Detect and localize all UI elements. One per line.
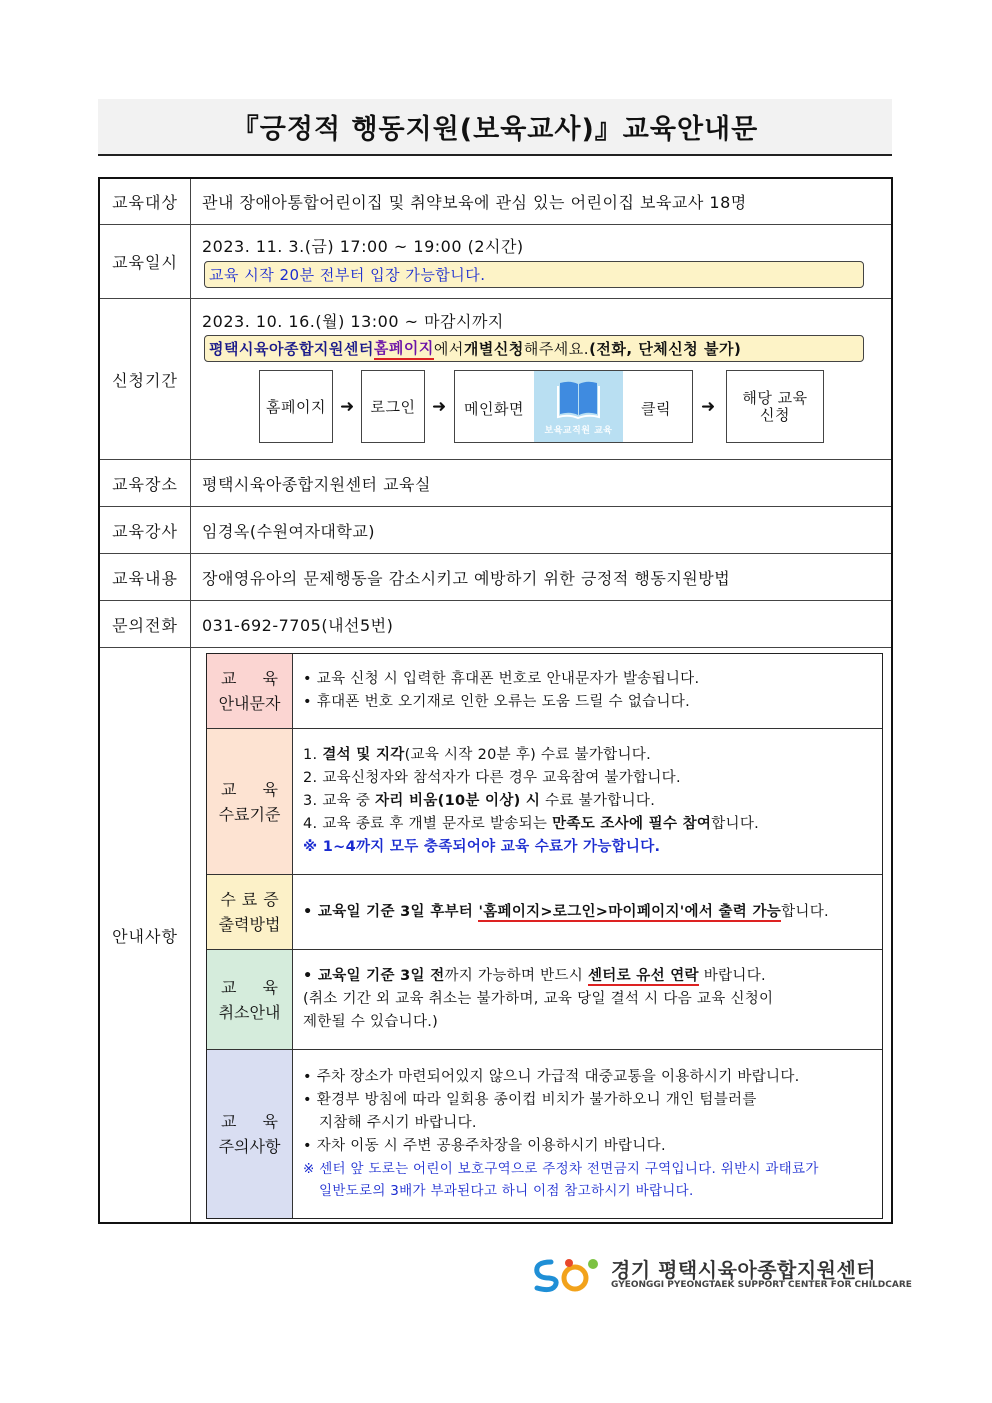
flow-arrow-icon: ➜ <box>701 397 716 417</box>
flow-step-homepage: 홈페이지 <box>259 370 333 443</box>
apply-period: 2023. 10. 16.(월) 13:00 ~ 마감시까지 <box>202 312 504 331</box>
guide-label-line2: 안내문자 <box>218 694 281 713</box>
guide-item: 2. 교육신청자와 참석자가 다른 경우 교육참여 불가합니다. <box>303 770 681 786</box>
guide-item <box>303 901 882 924</box>
guide-item: • 휴대폰 번호 오기재로 인한 오류는 도움 드릴 수 없습니다. <box>303 694 691 710</box>
apply-note-center: 평택시육아종합지원센터 <box>209 340 374 358</box>
center-logo-icon <box>531 1254 609 1294</box>
item-underlined: 센터로 유선 연락 <box>588 968 699 984</box>
row-label: 안내사항 <box>100 648 191 1222</box>
guide-label <box>207 1050 304 1218</box>
flow-arrow-icon: ➜ <box>432 397 447 417</box>
guide-caution <box>207 1050 882 1218</box>
guide-label-line1: 교육 <box>221 779 304 799</box>
guide-certificate <box>207 875 882 950</box>
guide-item: 지참해 주시기 바랍니다. <box>319 1115 477 1131</box>
row-content <box>192 225 891 298</box>
edu-icon-label: 보육교직원 교육 <box>544 426 613 436</box>
row-value: 임경옥(수원여자대학교) <box>202 521 376 541</box>
guide-label <box>207 654 304 728</box>
apply-note-individual: 개별신청 <box>463 340 524 358</box>
row-label: 교육장소 <box>100 460 191 506</box>
guide-content <box>294 729 882 874</box>
flow-step-main-label: 메인화면 <box>464 400 524 418</box>
flow-arrow-icon: ➜ <box>340 397 355 417</box>
item-text: 3. 교육 중 <box>303 793 376 809</box>
guide-note: ※ 센터 앞 도로는 어린이 보호구역으로 주정차 전면금지 구역입니다. 위반시 과태료가 <box>303 1161 819 1177</box>
row-label: 신청기간 <box>100 299 191 459</box>
item-text: (교육 시작 20분 후) 수료 불가합니다. <box>404 747 651 763</box>
datetime-text: 2023. 11. 3.(금) 17:00 ~ 19:00 (2시간) <box>202 237 524 256</box>
guide-content <box>294 1050 882 1218</box>
guide-sms <box>207 654 882 729</box>
row-label: 교육강사 <box>100 507 191 553</box>
item-underlined: '홈페이지>로그인>마이페이지'에서 출력 가능 <box>478 903 782 920</box>
row-apply <box>100 299 891 460</box>
guide-label-line1: 교육 <box>221 669 304 688</box>
title-banner <box>98 99 892 156</box>
guide-label-line2: 출력방법 <box>218 915 281 934</box>
apply-note-text: 에서 <box>433 340 464 358</box>
guide-item <box>303 965 882 988</box>
guide-content <box>294 875 882 949</box>
item-text: 까지 가능하며 반드시 <box>444 968 588 984</box>
guide-note: 일반도로의 3배가 부과된다고 하니 이점 참고하시기 바랍니다. <box>319 1183 694 1199</box>
datetime-note-text: 교육 시작 20분 전부터 입장 가능합니다. <box>209 266 486 284</box>
apply-note-homepage: 홈페이지 <box>374 337 434 360</box>
guide-item <box>303 790 882 813</box>
flow-step-apply-line2: 신청 <box>760 405 790 424</box>
item-text: 1. <box>303 747 323 763</box>
row-target <box>100 179 891 225</box>
footer-logo <box>531 1252 912 1296</box>
item-text: 수료 불가합니다. <box>540 793 656 809</box>
guide-criteria <box>207 729 882 875</box>
row-label: 교육내용 <box>100 554 191 600</box>
guide-label <box>207 875 293 949</box>
guide-item: • 교육 신청 시 입력한 휴대폰 번호로 안내문자가 발송됩니다. <box>303 671 700 687</box>
guide-item <box>303 744 882 767</box>
row-value: 장애영유아의 문제행동을 감소시키고 예방하기 위한 긍정적 행동지원방법 <box>202 568 731 588</box>
row-lecturer <box>100 507 891 554</box>
row-value: 평택시육아종합지원센터 교육실 <box>202 474 431 494</box>
row-value: 031-692-7705(내선5번) <box>202 615 394 635</box>
book-icon <box>534 371 623 423</box>
flow-step-apply <box>726 370 824 443</box>
info-table <box>98 177 893 1224</box>
item-text: 합니다. <box>711 816 760 832</box>
footer-name-ko: 경기 평택시육아종합지원센터 <box>611 1258 877 1282</box>
flow-step-apply-line1: 해당 교육 <box>742 388 808 407</box>
apply-note-restriction: (전화, 단체신청 불가) <box>589 340 742 358</box>
guide-label <box>207 950 304 1049</box>
edu-icon-tile <box>534 371 623 442</box>
row-datetime <box>100 225 891 299</box>
item-bold: 만족도 조사에 필수 참여 <box>552 816 712 832</box>
guide-cancel <box>207 950 882 1050</box>
guide-table <box>206 653 883 1219</box>
row-content <box>192 299 891 459</box>
guide-label-line2: 취소안내 <box>218 1002 281 1022</box>
guide-label-line1: 교육 <box>221 1112 304 1131</box>
item-text: 합니다. <box>781 903 829 920</box>
guide-label-line1: 수료증 <box>220 890 285 909</box>
item-text: 4. 교육 종료 후 개별 문자로 발송되는 <box>303 816 553 832</box>
page-title: 『긍정적 행동지원(보육교사)』교육안내문 <box>231 114 759 145</box>
item-text: 바랍니다. <box>698 968 766 984</box>
guide-item: • 자차 이동 시 주변 공용주차장을 이용하시기 바랍니다. <box>303 1138 666 1154</box>
item-bold: 결석 및 지각 <box>322 747 405 763</box>
row-label: 교육일시 <box>100 225 191 298</box>
guide-content <box>294 654 882 728</box>
item-bold: • 교육일 기준 3일 전 <box>303 968 445 984</box>
row-value: 관내 장애아통합어린이집 및 취약보육에 관심 있는 어린이집 보육교사 18명 <box>202 193 747 212</box>
guide-item: • 환경부 방침에 따라 일회용 종이컵 비치가 불가하오니 개인 텀블러를 <box>303 1092 757 1108</box>
apply-note <box>204 335 864 362</box>
apply-note-text2: 해주세요. <box>523 340 590 358</box>
flow-step-main <box>454 370 693 443</box>
guide-label-line2: 주의사항 <box>218 1137 281 1156</box>
guide-item <box>303 813 882 836</box>
guide-item: 제한될 수 있습니다.) <box>303 1014 439 1030</box>
datetime-note <box>204 261 864 288</box>
guide-label <box>207 729 304 874</box>
item-bold: • 교육일 기준 3일 후부터 <box>303 903 479 920</box>
guide-label-line1: 교육 <box>221 977 304 997</box>
row-place <box>100 460 891 507</box>
flow-step-click-label: 클릭 <box>641 400 671 418</box>
footer-name-en: GYEONGGI PYEONGTAEK SUPPORT CENTER FOR CHILDCARE <box>611 1280 912 1290</box>
row-phone <box>100 601 891 648</box>
guide-note: ※ 1~4까지 모두 충족되어야 교육 수료가 가능합니다. <box>303 839 661 855</box>
flow-step-login: 로그인 <box>361 370 425 443</box>
guide-item: • 주차 장소가 마련되어있지 않으니 가급적 대중교통을 이용하시기 바랍니다. <box>303 1069 800 1085</box>
row-label: 교육대상 <box>100 179 191 224</box>
row-label: 문의전화 <box>100 601 191 647</box>
item-bold: 자리 비움(10분 이상) 시 <box>375 793 541 809</box>
row-content <box>100 554 891 601</box>
guide-content <box>294 950 882 1049</box>
guide-label-line2: 수료기준 <box>218 804 281 824</box>
guide-item: (취소 기간 외 교육 취소는 불가하며, 교육 당일 결석 시 다음 교육 신청이 <box>303 991 774 1007</box>
